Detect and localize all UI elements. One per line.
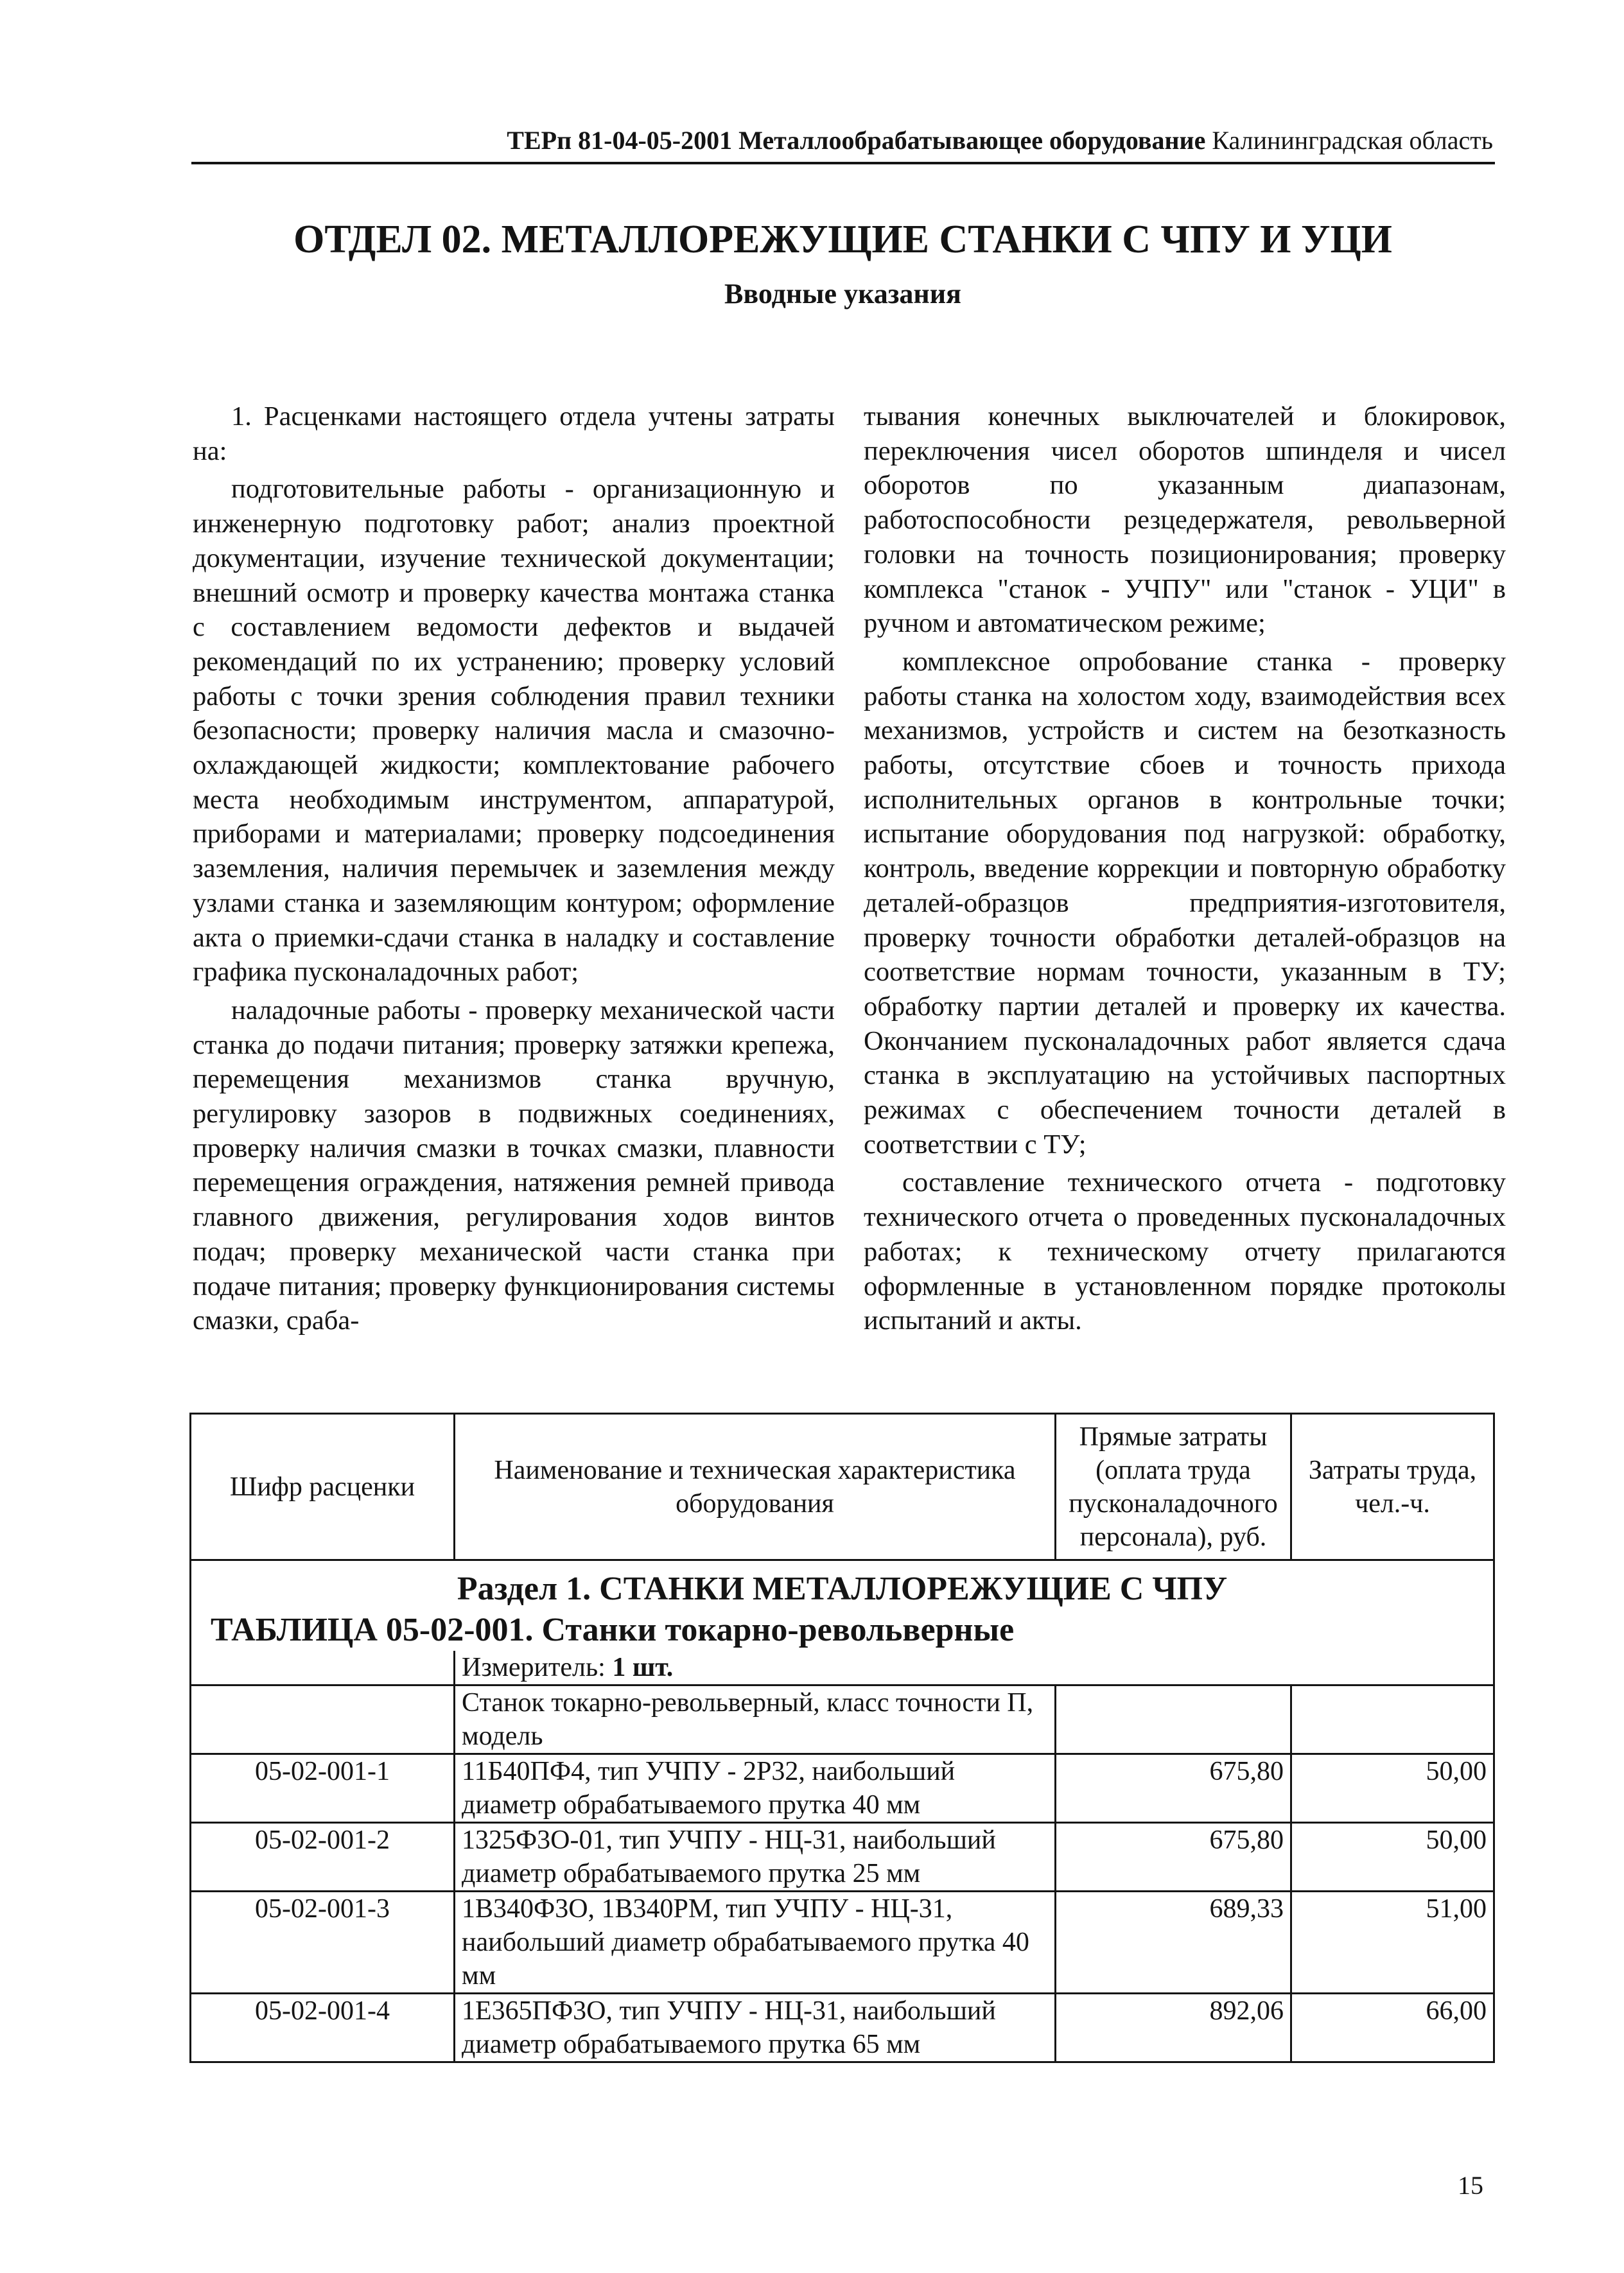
paragraph: комплексное опробование станка - проверку работы станка на холостом ходу, взаимодействия всех механизмов, устройств и систем на безотказность работы, отсутствие сбоев и точность прихода исполнительных органов в контрольные точки; испытание оборудования под нагрузкой: обработку, контроль, введение коррекции и повторную обработку деталей-образцов предприятия-изготовителя, проверку точности обработки деталей-образцов на соответствие нормам точности, указанным в ТУ; обработку партии деталей и проверку их качества. Окончанием пусконаладочных работ является сдача станка в эксплуатацию на устойчивых паспортных режимах с обеспечением точности деталей в соответствии с ТУ; <box>864 646 1506 1160</box>
table-row <box>191 1994 1494 2062</box>
rates-table <box>189 1413 1495 2063</box>
header-subject: Металлообрабатывающее оборудование <box>738 126 1206 155</box>
row-cost: 689,33 <box>1056 1892 1291 1994</box>
row-name: 1В340Ф3О, 1В340РМ, тип УЧПУ - НЦ-31, наибольший диаметр обрабатываемого прутка 40 мм <box>455 1892 1056 1994</box>
section-title: ОТДЕЛ 02. МЕТАЛЛОРЕЖУЩИЕ СТАНКИ С ЧПУ И УЦИ <box>293 218 1392 261</box>
row-code: 05-02-001-4 <box>191 1994 455 2062</box>
empty-cell <box>191 1651 455 1685</box>
paragraph: 1. Расценками настоящего отдела учтены затраты на: <box>193 401 835 466</box>
row-code: 05-02-001-1 <box>191 1754 455 1823</box>
text-column-left <box>193 399 835 1338</box>
row-labor: 51,00 <box>1291 1892 1494 1994</box>
row-labor: 66,00 <box>1291 1994 1494 2062</box>
meter-row <box>191 1651 1494 1685</box>
header-labor-cell: Затраты труда, чел.-ч. <box>1291 1414 1494 1560</box>
row-cost: 675,80 <box>1056 1823 1291 1892</box>
header-name-cell: Наименование и техническая характеристика оборудования <box>455 1414 1056 1560</box>
header-region: Калининградская область <box>1212 126 1493 155</box>
text-column-right <box>864 399 1506 1338</box>
header-cost-cell: Прямые затраты (оплата труда пусконаладочного персонала), руб. <box>1056 1414 1291 1560</box>
table-row <box>191 1892 1494 1994</box>
row-name: 1325Ф3О-01, тип УЧПУ - НЦ-31, наибольший диаметр обрабатываемого прутка 25 мм <box>455 1823 1056 1892</box>
row-cost: 675,80 <box>1056 1754 1291 1823</box>
paragraph: тывания конечных выключателей и блокировок, переключения чисел оборотов шпинделя и чисел оборотов по указанным диапазонам, работоспособности резцедержателя, револьверной головки на точность позиционирования; проверку комплекса "станок - УЧПУ" или "станок - УЦИ" в ручном и автоматическом режиме; <box>864 401 1506 639</box>
table-title: ТАБЛИЦА 05-02-001. Станки токарно-револьверные <box>191 1610 1494 1651</box>
meter-value: 1 шт. <box>612 1653 674 1682</box>
header-code-cell: Шифр расценки <box>191 1414 455 1560</box>
section-row <box>191 1560 1494 1610</box>
section-heading: Раздел 1. СТАНКИ МЕТАЛЛОРЕЖУЩИЕ С ЧПУ <box>191 1560 1494 1610</box>
group-name: Станок токарно-револьверный, класс точности П, модель <box>455 1685 1056 1754</box>
table-title-row <box>191 1610 1494 1651</box>
meter-cell <box>455 1651 1494 1685</box>
meter-label: Измеритель: <box>462 1653 606 1682</box>
row-labor: 50,00 <box>1291 1754 1494 1823</box>
paragraph: составление технического отчета - подготовку технического отчета о проведенных пусконаладочных работах; к техническому отчету прилагаются оформленные в установленном порядке протоколы испытаний и акты. <box>864 1167 1506 1336</box>
row-code: 05-02-001-2 <box>191 1823 455 1892</box>
row-code: 05-02-001-3 <box>191 1892 455 1994</box>
section-subtitle: Вводные указания <box>724 278 961 309</box>
empty-cell <box>191 1685 455 1754</box>
table-header-row <box>191 1414 1494 1560</box>
group-row <box>191 1685 1494 1754</box>
row-name: 11Б40ПФ4, тип УЧПУ - 2Р32, наибольший диаметр обрабатываемого прутка 40 мм <box>455 1754 1056 1823</box>
page-number: 15 <box>1458 2171 1483 2200</box>
header-rule <box>191 162 1495 164</box>
row-cost: 892,06 <box>1056 1994 1291 2062</box>
paragraph: наладочные работы - проверку механической части станка до подачи питания; проверку затяжки крепежа, перемещения механизмов станка вручную, регулировку зазоров в подвижных соединениях, проверку наличия смазки в точках смазки, плавности перемещения ограждения, натяжения ремней привода главного движения, регулирования ходов винтов подач; проверку механической части станка при подаче питания; проверку функционирования системы смазки, сраба- <box>193 995 835 1336</box>
row-name: 1Е365ПФ3О, тип УЧПУ - НЦ-31, наибольший диаметр обрабатываемого прутка 65 мм <box>455 1994 1056 2062</box>
header-code: ТЕРп 81-04-05-2001 <box>507 126 733 155</box>
row-labor: 50,00 <box>1291 1823 1494 1892</box>
table-row <box>191 1823 1494 1892</box>
empty-cell <box>1056 1685 1291 1754</box>
running-header <box>193 125 1493 156</box>
paragraph: подготовительные работы - организационную и инженерную подготовку работ; анализ проектной документации, изучение технической документации; внешний осмотр и проверку качества монтажа станка с составлением ведомости дефектов и выдачей рекомендаций по их устранению; проверку условий работы с точки зрения соблюдения правил техники безопасности; проверку наличия масла и смазочно-охлаждающей жидкости; комплектование рабочего места необходимым инструментом, аппаратурой, приборами и материалами; проверку подсоединения заземления, наличия перемычек и заземления между узлами станка и заземляющим контуром; оформление акта о приемки-сдачи станка в наладку и составление графика пусконаладочных работ; <box>193 474 835 988</box>
table-row <box>191 1754 1494 1823</box>
empty-cell <box>1291 1685 1494 1754</box>
